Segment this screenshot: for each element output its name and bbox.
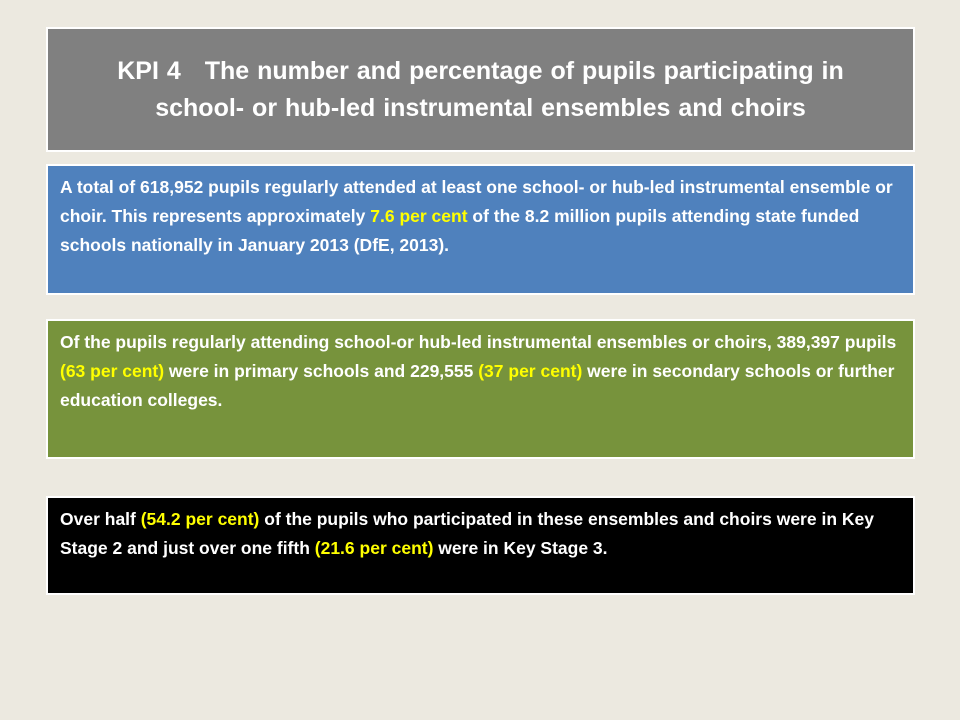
school-type-text-part-1: Of the pupils regularly attending school-or hub-led instrumental ensembles or choirs, 389,397 pupils [60, 332, 897, 352]
primary-percent-highlight: (63 per cent) [60, 361, 165, 381]
key-stage-2-percent-highlight: (54.2 per cent) [140, 509, 260, 529]
key-stage-3-percent-highlight: (21.6 per cent) [314, 538, 434, 558]
secondary-percent-highlight: (37 per cent) [478, 361, 583, 381]
summary-text-part-1: A total of 618,952 pupils regularly attended at least one school- or hub-led instrumental ensemble or choir. This represents approximately [60, 177, 893, 226]
kpi-label: KPI 4 [117, 56, 181, 85]
key-stage-text-part-2: of the pupils who participated in these ensembles and choirs were in Key Stage 2 and just over one fifth [60, 509, 874, 558]
key-stage-box [48, 498, 913, 593]
school-type-box [48, 321, 913, 457]
summary-text-part-2: of the 8.2 million pupils attending state funded schools nationally in January 2013 (DfE, 2013). [60, 206, 860, 255]
key-stage-text [60, 505, 901, 563]
summary-text [60, 173, 901, 260]
slide-title [88, 53, 873, 127]
summary-box [48, 166, 913, 293]
summary-highlight-percent: 7.6 per cent [370, 206, 468, 226]
slide-title-box [48, 29, 913, 150]
school-type-text-part-2: were in primary schools and 229,555 [164, 361, 479, 381]
school-type-text [60, 328, 901, 415]
key-stage-text-part-1: Over half [60, 509, 141, 529]
kpi-title-text: The number and percentage of pupils participating in school- or hub-led instrumental ensembles and choirs [155, 56, 844, 122]
school-type-text-part-3: were in secondary schools or further education colleges. [60, 361, 895, 410]
key-stage-text-part-3: were in Key Stage 3. [433, 538, 608, 558]
